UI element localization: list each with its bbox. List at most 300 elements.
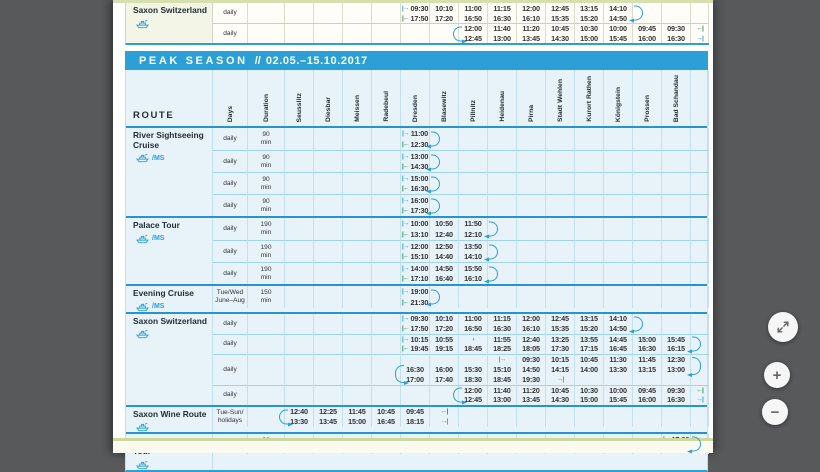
- time-value: 16:10: [522, 324, 540, 334]
- time-cell: [633, 385, 662, 405]
- time-cell: [633, 23, 662, 43]
- time-value: 12:00: [410, 241, 429, 251]
- time-value: 12:45: [464, 33, 482, 43]
- zoom-in-label: +: [772, 366, 782, 384]
- time-line: [314, 229, 342, 240]
- time-line: [488, 162, 516, 173]
- time-line: [372, 417, 400, 427]
- time-line: [604, 274, 632, 285]
- time-line: [285, 24, 313, 34]
- cell-text-line: 150: [260, 289, 272, 297]
- time-line: [662, 263, 690, 274]
- time-cell: [430, 240, 459, 262]
- time-cell: [662, 172, 691, 194]
- cell-text-line: daily: [223, 201, 237, 209]
- time-line: [575, 229, 603, 240]
- time-line: [517, 128, 545, 139]
- time-value: 14:50: [522, 365, 540, 375]
- time-line: [633, 407, 661, 417]
- time-value: 09:30: [667, 24, 685, 34]
- time-line: [604, 252, 632, 263]
- schedule-row: [213, 314, 709, 334]
- time-value: 14:50: [435, 263, 453, 273]
- time-line: [401, 229, 429, 240]
- time-line: [285, 3, 313, 13]
- time-line: [546, 263, 574, 274]
- time-cell: [285, 172, 314, 194]
- time-cell: [517, 407, 546, 427]
- time-line: [343, 173, 371, 184]
- time-line: [314, 128, 342, 139]
- time-cell: [662, 407, 691, 427]
- time-line: [343, 344, 371, 354]
- time-line: [662, 195, 690, 206]
- time-line: [517, 229, 545, 240]
- time-line: [662, 139, 690, 150]
- time-line: [662, 297, 690, 308]
- time-value: 16:10: [522, 13, 540, 23]
- time-value: 17:20: [435, 13, 453, 23]
- time-line: [372, 335, 400, 345]
- zoom-in-button[interactable]: [764, 362, 790, 388]
- time-cell: [575, 334, 604, 354]
- time-line: [662, 241, 690, 252]
- boat-icon: [136, 422, 149, 432]
- time-cell: [372, 218, 401, 240]
- time-cell: [488, 3, 517, 23]
- time-value: 17:00: [406, 375, 424, 385]
- route-cell: [126, 128, 213, 216]
- time-line: [488, 375, 516, 385]
- time-line: [430, 344, 458, 354]
- time-cell: [285, 194, 314, 216]
- time-line: [546, 128, 574, 139]
- station-column-header: [343, 70, 372, 126]
- time-line: [662, 314, 690, 324]
- vessel-label: /MS: [152, 303, 165, 311]
- time-value: 19:30: [522, 375, 540, 385]
- time-line: [633, 195, 661, 206]
- column-header-label: Pirna: [527, 105, 535, 122]
- time-line: [401, 286, 429, 297]
- time-line: [372, 3, 400, 13]
- days-column-header: [213, 70, 248, 126]
- time-cell: [488, 128, 517, 150]
- arrow-cell: [691, 407, 709, 427]
- station-column-header: [285, 70, 314, 126]
- time-cell: [459, 172, 488, 194]
- time-line: [691, 162, 708, 173]
- time-value: 10:30: [580, 385, 598, 395]
- time-value: 15:10: [410, 252, 429, 262]
- column-header-label: Kurort Rathen: [585, 76, 593, 122]
- time-cell: [546, 407, 575, 427]
- time-cell: [575, 3, 604, 23]
- time-cell: [662, 314, 691, 334]
- time-cell: [401, 23, 430, 43]
- column-header-label: Stadt Wehlen: [556, 79, 564, 122]
- time-line: [372, 206, 400, 217]
- time-line: [575, 151, 603, 162]
- time-value: 11:40: [493, 24, 511, 34]
- cell-text-line: min: [260, 251, 272, 259]
- time-line: [314, 286, 342, 297]
- time-cell: [343, 23, 372, 43]
- time-value: 10:15: [551, 355, 569, 365]
- cell-text-line: daily: [223, 391, 237, 399]
- time-value: 16:00: [435, 365, 453, 375]
- time-line: [517, 162, 545, 173]
- station-column-header: [517, 70, 546, 126]
- time-cell: [488, 407, 517, 427]
- time-cell: [488, 172, 517, 194]
- time-value: 12:00: [522, 3, 540, 13]
- departure-marker-icon: |→: [401, 174, 409, 182]
- time-line: [633, 365, 661, 375]
- cell-text-line: daily: [223, 135, 237, 143]
- time-line: [430, 252, 458, 263]
- time-line: [575, 314, 603, 324]
- time-line: [633, 252, 661, 263]
- time-cell: [372, 3, 401, 23]
- time-value: 09:30: [410, 314, 429, 324]
- time-cell: [604, 172, 633, 194]
- time-value: 12:00: [522, 314, 540, 324]
- time-line: [546, 386, 574, 396]
- time-line: [604, 184, 632, 195]
- time-line: [575, 417, 603, 427]
- zoom-out-label: −: [770, 403, 780, 421]
- time-cell: [372, 128, 401, 150]
- route-icon-row: [133, 302, 208, 312]
- time-value: 13:30: [609, 365, 627, 375]
- cell-text-line: daily: [223, 225, 237, 233]
- time-line: [372, 252, 400, 263]
- time-line: [488, 173, 516, 184]
- time-value: 09:30: [522, 355, 540, 365]
- time-line: [604, 365, 632, 375]
- time-line: [343, 162, 371, 173]
- return-marker-icon: |←: [401, 185, 409, 193]
- time-cell: [633, 172, 662, 194]
- time-line: [430, 3, 458, 13]
- time-line: [401, 24, 429, 34]
- route-column-header: [126, 70, 213, 126]
- time-line: [372, 195, 400, 206]
- station-column-header: [633, 70, 662, 126]
- turn-bracket: [279, 409, 288, 424]
- time-line: [314, 34, 342, 44]
- time-value: 10:30: [580, 24, 598, 34]
- time-cell: [517, 314, 546, 334]
- schedule-row: [213, 407, 709, 427]
- time-value: 14:50: [609, 324, 627, 334]
- boat-icon: [136, 19, 149, 29]
- time-value: 17:50: [410, 13, 429, 23]
- time-value: 17:40: [435, 375, 453, 385]
- time-line: [546, 3, 574, 13]
- duration-cell: [248, 240, 285, 262]
- time-value: 15:00: [348, 417, 366, 427]
- cell-text-line: daily: [223, 269, 237, 277]
- time-line: [546, 344, 574, 354]
- terminus-arrow-icon: →|: [556, 376, 564, 384]
- time-cell: [488, 240, 517, 262]
- time-cell: [430, 218, 459, 240]
- time-line: [314, 162, 342, 173]
- time-cell: [517, 286, 546, 308]
- return-marker-icon: |←: [401, 253, 409, 261]
- time-line: [285, 229, 313, 240]
- time-line: [575, 286, 603, 297]
- time-line: [691, 252, 708, 263]
- time-cell: [343, 262, 372, 284]
- time-line: [691, 195, 708, 206]
- time-line: [401, 395, 429, 405]
- expand-button[interactable]: [768, 312, 798, 342]
- time-value: 15:20: [580, 324, 598, 334]
- time-cell: [285, 218, 314, 240]
- time-value: 14:45: [609, 334, 627, 344]
- time-line: [459, 407, 487, 417]
- time-value: 15:35: [551, 324, 569, 334]
- time-line: [401, 344, 429, 354]
- time-cell: [401, 354, 430, 385]
- cell-text-line: daily: [223, 157, 237, 165]
- route-cell: [126, 3, 213, 43]
- time-line: [372, 34, 400, 44]
- cell-text-line: min: [260, 297, 272, 304]
- time-line: [285, 263, 313, 274]
- return-marker-icon: |←: [401, 14, 409, 22]
- time-line: [401, 355, 429, 365]
- days-cell: [213, 128, 248, 150]
- time-cell: [314, 286, 343, 308]
- time-line: [575, 195, 603, 206]
- time-cell: [430, 172, 459, 194]
- time-value: 11:30: [609, 355, 627, 365]
- time-line: [691, 375, 708, 385]
- time-cell: [285, 354, 314, 385]
- time-line: [633, 395, 661, 405]
- time-cell: [488, 262, 517, 284]
- schedule-row: [213, 218, 709, 240]
- time-line: [430, 365, 458, 375]
- time-value: 10:10: [435, 3, 453, 13]
- column-header-label: Duration: [262, 94, 270, 122]
- time-line: [546, 162, 574, 173]
- time-line: [343, 128, 371, 139]
- time-cell: [633, 334, 662, 354]
- time-line: [343, 229, 371, 240]
- time-value: 15:00: [638, 334, 656, 344]
- time-line: [633, 24, 661, 34]
- time-cell: [314, 218, 343, 240]
- time-cell: [662, 128, 691, 150]
- time-line: [314, 335, 342, 345]
- time-cell: [343, 172, 372, 194]
- departure-marker-icon: |→: [401, 264, 409, 272]
- time-line: [314, 355, 342, 365]
- time-cell: [546, 3, 575, 23]
- time-line: [633, 417, 661, 427]
- time-line: [314, 314, 342, 324]
- duration-cell: [248, 218, 285, 240]
- time-line: [691, 34, 708, 44]
- time-cell: [343, 218, 372, 240]
- time-line: [488, 335, 516, 345]
- time-line: [430, 417, 458, 427]
- time-line: [575, 128, 603, 139]
- return-marker-icon: |←: [401, 231, 409, 238]
- time-line: [372, 324, 400, 334]
- cell-text-line: daily: [223, 319, 237, 327]
- time-line: [691, 324, 708, 334]
- time-line: [691, 206, 708, 217]
- route-name: Palace Tour: [133, 220, 180, 230]
- time-value: 15:00: [410, 173, 429, 183]
- time-cell: [633, 240, 662, 262]
- time-cell: [517, 150, 546, 172]
- time-line: [604, 314, 632, 324]
- time-line: [691, 417, 708, 427]
- time-line: [546, 229, 574, 240]
- time-cell: [604, 354, 633, 385]
- time-line: [604, 173, 632, 184]
- time-cell: [430, 128, 459, 150]
- time-line: [575, 218, 603, 229]
- route-cell: [126, 286, 213, 312]
- time-line: [401, 241, 429, 252]
- time-cell: [430, 286, 459, 308]
- time-line: [285, 206, 313, 217]
- time-line: [662, 151, 690, 162]
- arrow-cell: [691, 172, 709, 194]
- time-line: [604, 344, 632, 354]
- time-line: [372, 151, 400, 162]
- cell-text-line: min: [260, 229, 272, 236]
- time-value: 16:00: [638, 33, 656, 43]
- time-cell: [430, 354, 459, 385]
- time-value: 11:55: [493, 334, 511, 344]
- time-line: [575, 324, 603, 334]
- time-line: [546, 297, 574, 308]
- time-line: [314, 139, 342, 150]
- time-value: 10:45: [551, 385, 569, 395]
- time-value: 11:00: [464, 314, 482, 324]
- time-cell: [401, 218, 430, 240]
- schedule-row: [213, 262, 709, 284]
- time-value: 12:50: [435, 241, 453, 251]
- return-marker-icon: |←: [401, 141, 409, 148]
- time-cell: [459, 128, 488, 150]
- cell-text-line: 190: [260, 265, 272, 273]
- time-value: 15:30: [464, 365, 482, 375]
- time-line: [401, 274, 429, 285]
- time-line: [575, 395, 603, 405]
- time-cell: [662, 23, 691, 43]
- time-cell: [604, 218, 633, 240]
- zoom-out-button[interactable]: [762, 399, 788, 425]
- time-value: 10:00: [609, 385, 627, 395]
- time-line: [546, 139, 574, 150]
- time-cell: [662, 3, 691, 23]
- time-value: 12:30: [410, 140, 429, 149]
- time-value: 17:15: [580, 344, 598, 354]
- time-line: [372, 229, 400, 240]
- time-line: [343, 151, 371, 162]
- time-value: 10:50: [435, 219, 453, 228]
- time-line: [343, 3, 371, 13]
- route-icon-row: [133, 153, 208, 163]
- time-line: [517, 151, 545, 162]
- time-value: 16:30: [406, 365, 424, 375]
- time-line: [517, 375, 545, 385]
- cell-text-line: 190: [260, 243, 272, 251]
- season-title: PEAK SEASON: [139, 54, 248, 67]
- time-cell: [517, 3, 546, 23]
- time-cell: [401, 407, 430, 427]
- time-line: [691, 229, 708, 240]
- duration-cell: [248, 3, 285, 23]
- route-header-label: ROUTE: [133, 110, 175, 121]
- time-line: [285, 195, 313, 206]
- time-line: [517, 195, 545, 206]
- time-line: [633, 218, 661, 229]
- time-cell: [575, 286, 604, 308]
- arrow-cell: [691, 194, 709, 216]
- time-cell: [459, 334, 488, 354]
- time-line: [517, 386, 545, 396]
- time-line: [517, 24, 545, 34]
- arrow-cell: [691, 150, 709, 172]
- time-line: [604, 139, 632, 150]
- time-line: [517, 274, 545, 285]
- time-cell: [343, 286, 372, 308]
- time-cell: [517, 385, 546, 405]
- station-column-header: [604, 70, 633, 126]
- time-line: [343, 324, 371, 334]
- time-line: [488, 184, 516, 195]
- time-line: [546, 195, 574, 206]
- time-line: [314, 274, 342, 285]
- duration-cell: [248, 23, 285, 43]
- time-line: [372, 24, 400, 34]
- time-line: [459, 139, 487, 150]
- time-value: 13:10: [410, 230, 429, 239]
- time-line: [372, 314, 400, 324]
- time-value: 14:40: [435, 252, 453, 262]
- time-value: 13:00: [493, 395, 511, 405]
- time-line: [662, 13, 690, 23]
- time-line: [314, 173, 342, 184]
- arrow-cell: [691, 3, 709, 23]
- time-cell: [343, 150, 372, 172]
- turn-bracket: [395, 365, 404, 383]
- arrow-cell: [691, 262, 709, 284]
- time-cell: [546, 218, 575, 240]
- cell-text-line: holidays: [217, 416, 243, 424]
- time-cell: [604, 128, 633, 150]
- season-separator: //: [254, 54, 261, 67]
- time-line: [546, 417, 574, 427]
- time-line: [285, 286, 313, 297]
- time-line: [546, 355, 574, 365]
- time-cell: [314, 334, 343, 354]
- time-cell: [488, 314, 517, 334]
- arrow-cell: [691, 385, 709, 405]
- arrow-cell: [691, 240, 709, 262]
